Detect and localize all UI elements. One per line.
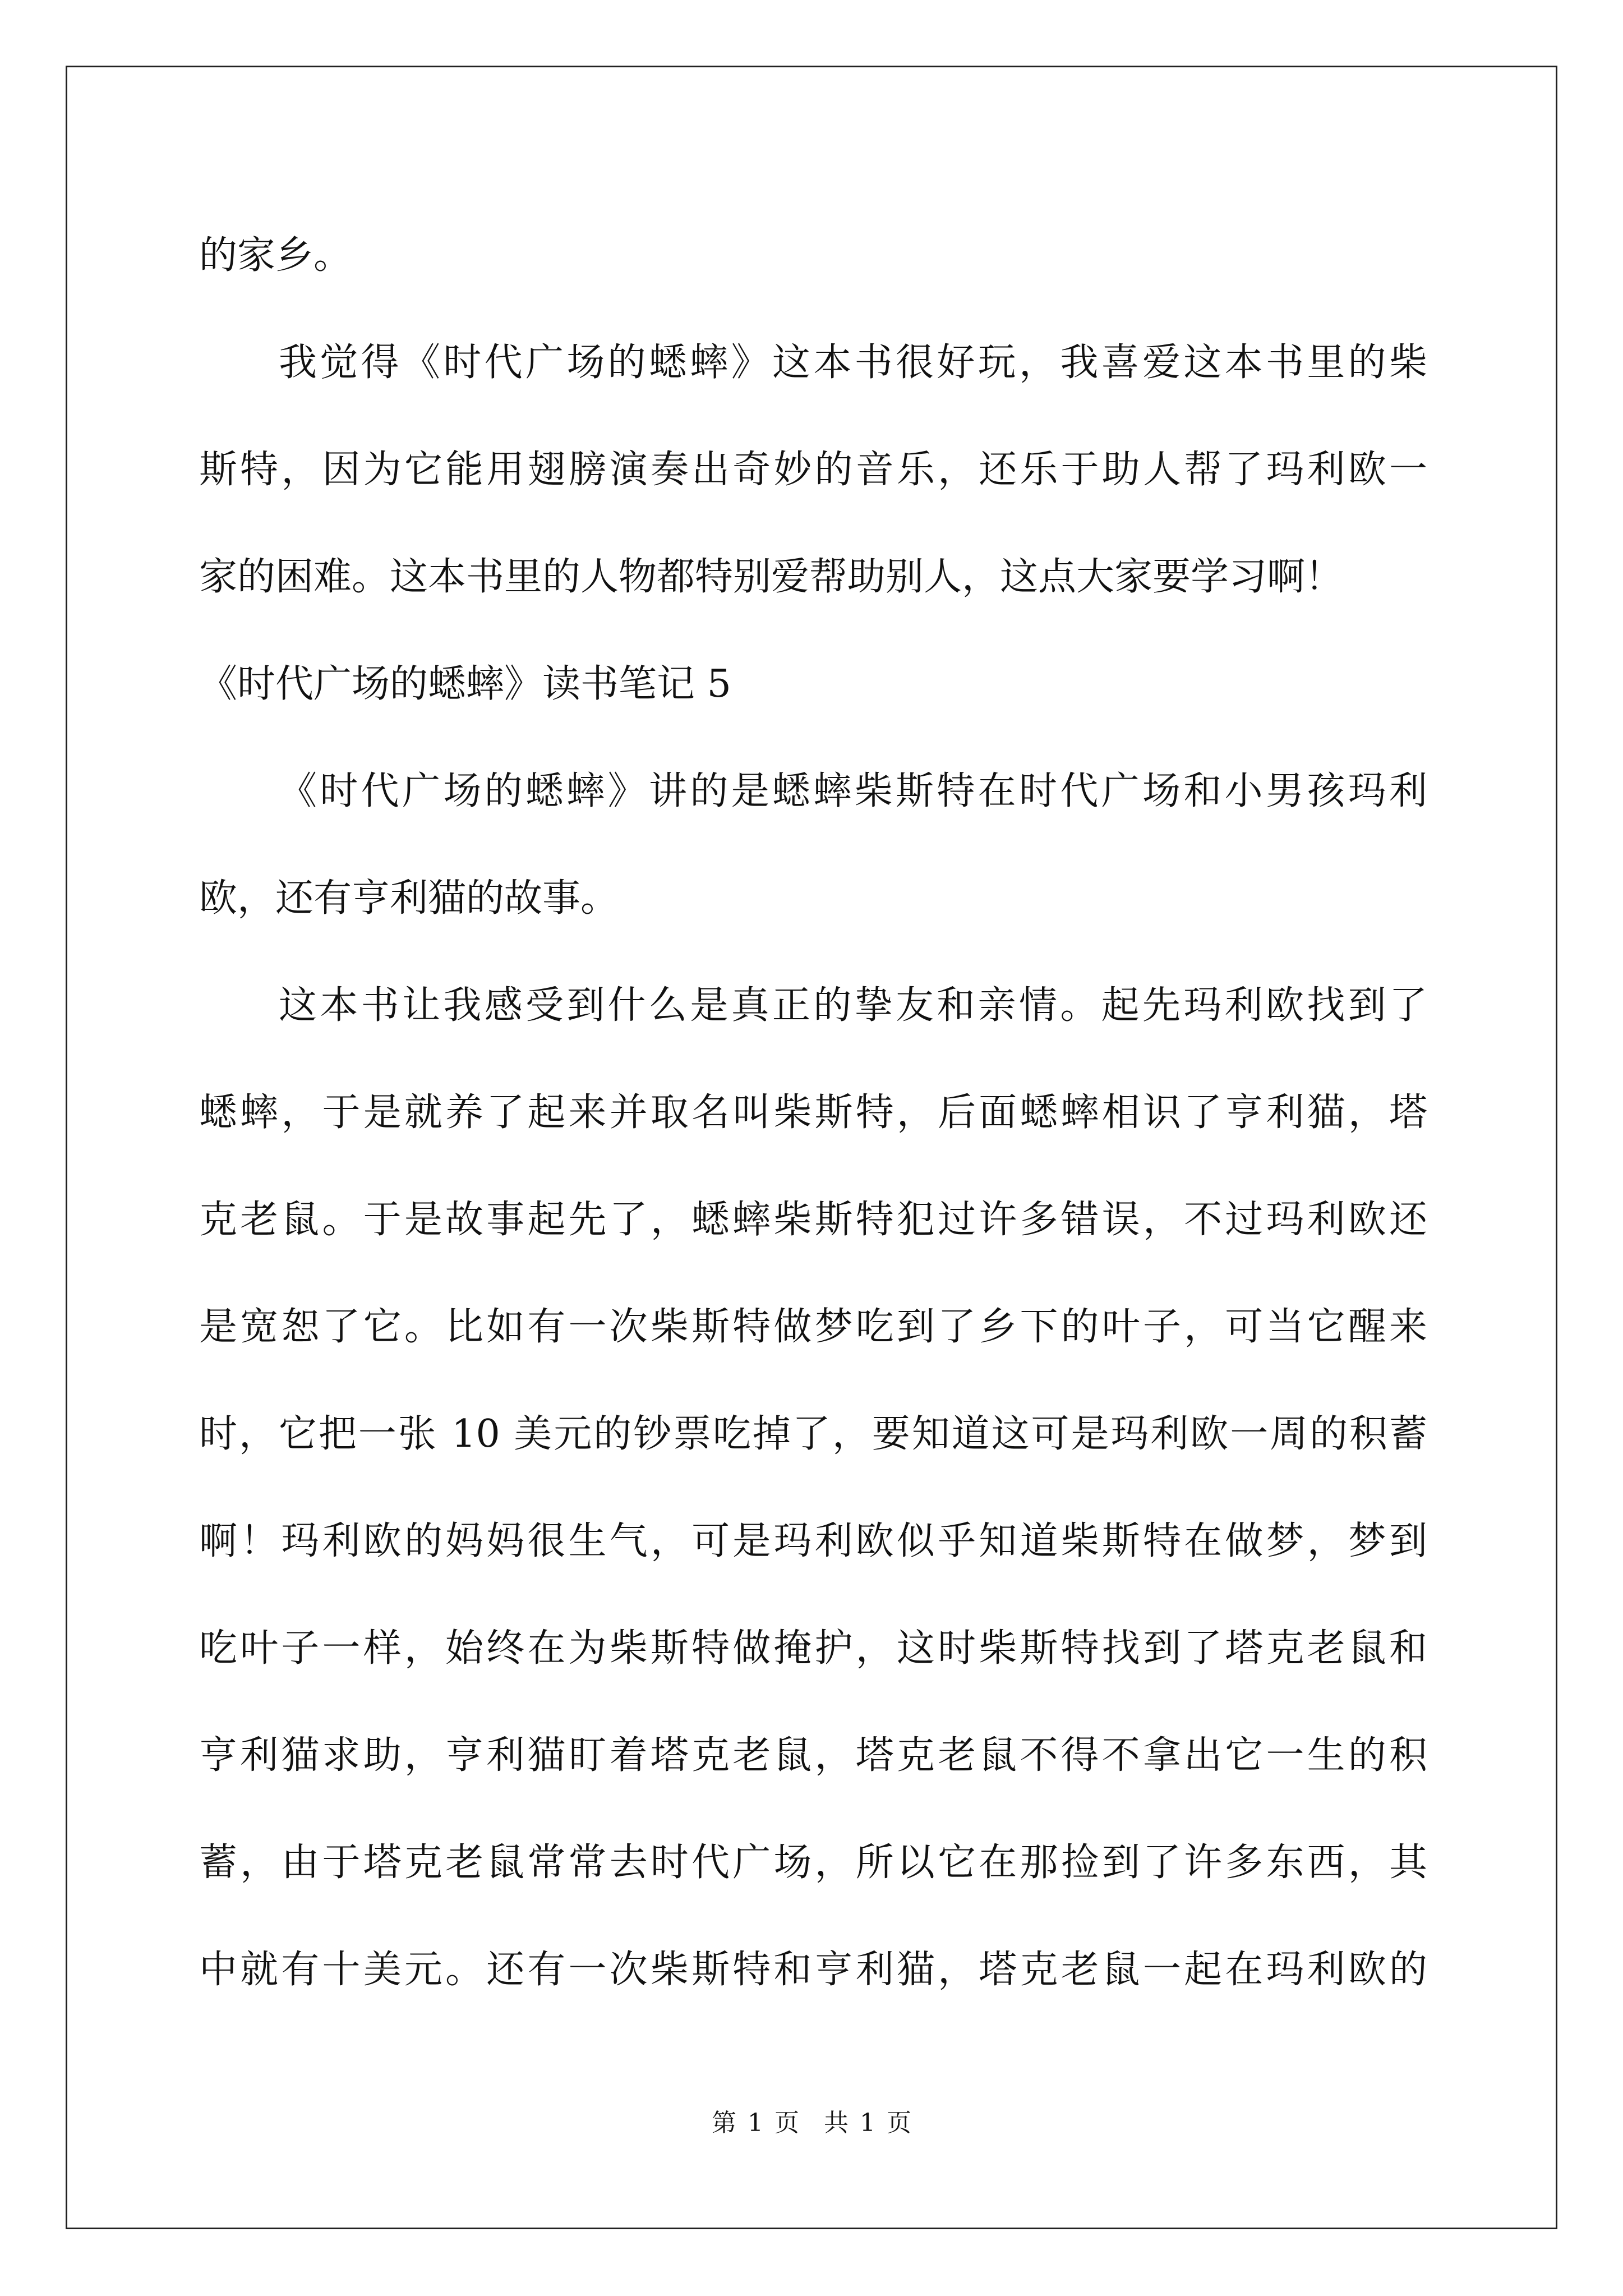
text-line: 斯特，因为它能用翅膀演奏出奇妙的音乐，还乐于助人帮了玛利欧一: [199, 448, 1427, 492]
text-line: 蓄，由于塔克老鼠常常去时代广场，所以它在那捡到了许多东西，其: [199, 1841, 1427, 1885]
text-line: 中就有十美元。还有一次柴斯特和亨利猫，塔克老鼠一起在玛利欧的: [199, 1948, 1427, 1992]
text-line: 时，它把一张 10 美元的钞票吃掉了，要知道这可是玛利欧一周的积蓄: [199, 1412, 1427, 1456]
text-line: 克老鼠。于是故事起先了，蟋蟀柴斯特犯过许多错误，不过玛利欧还: [199, 1198, 1427, 1242]
text-line: 的家乡。: [199, 233, 352, 278]
document-body: [199, 202, 1427, 2023]
text-line: 亨利猫求助，亨利猫盯着塔克老鼠，塔克老鼠不得不拿出它一生的积: [199, 1733, 1427, 1778]
paragraph-first-line: 这本书让我感受到什么是真正的挚友和亲情。起先玛利欧找到了: [279, 983, 1427, 1028]
section-heading: 《时代广场的蟋蟀》读书笔记 5: [199, 662, 731, 706]
page-number-footer: 第 1 页 共 1 页: [712, 2109, 911, 2137]
text-line: 家的困难。这本书里的人物都特别爱帮助别人，这点大家要学习啊！: [199, 555, 1344, 599]
paragraph-first-line: 《时代广场的蟋蟀》讲的是蟋蟀柴斯特在时代广场和小男孩玛利: [279, 769, 1427, 813]
text-line: 是宽恕了它。比如有一次柴斯特做梦吃到了乡下的叶子，可当它醒来: [199, 1305, 1427, 1349]
text-line: 蟋蟀，于是就养了起来并取名叫柴斯特，后面蟋蟀相识了亨利猫，塔: [199, 1091, 1427, 1135]
paragraph-first-line: 我觉得《时代广场的蟋蟀》这本书很好玩，我喜爱这本书里的柴: [279, 341, 1427, 385]
text-line: 吃叶子一样，始终在为柴斯特做掩护，这时柴斯特找到了塔克老鼠和: [199, 1626, 1427, 1671]
text-line: 啊！玛利欧的妈妈很生气，可是玛利欧似乎知道柴斯特在做梦，梦到: [199, 1519, 1427, 1563]
text-line: 欧，还有亨利猫的故事。: [199, 876, 619, 921]
